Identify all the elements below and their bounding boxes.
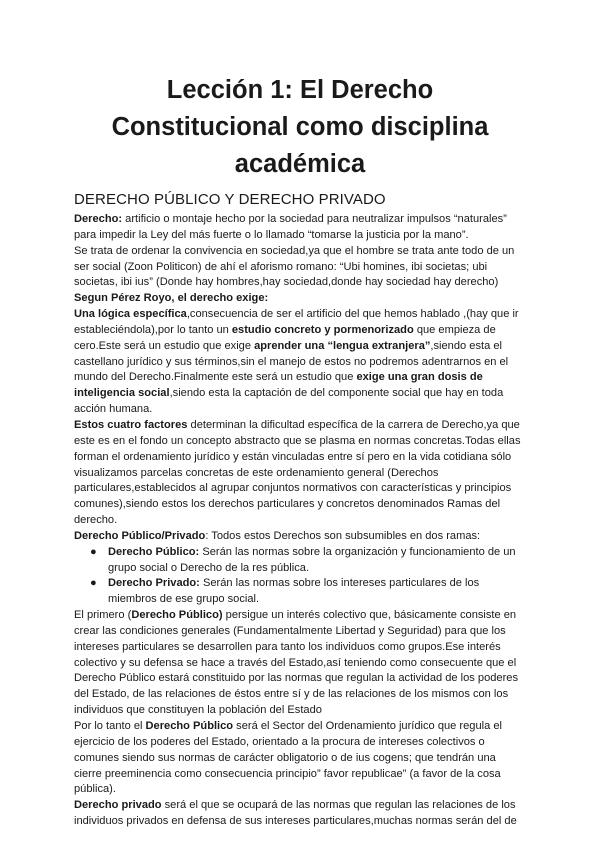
bullet-icon: ●	[90, 545, 97, 558]
bold-text: Derecho Público:	[108, 545, 200, 558]
body-text: : Todos estos Derechos son subsumibles en dos ramas:	[205, 529, 481, 542]
body-text: será el Sector del Ordenamiento jurídico que regula el ejercicio de los poderes del Estado, orientado a la procura de intereses colectivos o comunes siendo sus normas de carácter obligatorio o de ius cogens; que tendrán una cierre preeminencia como consecuencia principio” favor republicae” (a favor de la cosa pública).	[74, 720, 502, 796]
bullet-icon: ●	[90, 577, 97, 590]
body-text: determinan la dificultad específica de la carrera de Derecho,ya que este es en el fondo un concepto abstracto que se plasma en normas concretas.Todas ellas forman el ordenamiento jurídico y están vinculadas entre sí pero en la vida cotidiana sólo visualizamos parcelas concretas de este ordenamiento general (Derechos particulares,establecidos al agrupar conjuntos normativos con características y principios comunes),siendo estos los derechos particulares y concretos denominados Ramas del derecho.	[74, 418, 521, 527]
paragraph-derecho-definition	[74, 212, 526, 244]
paragraph-cuatro-factores	[74, 418, 526, 529]
body-text: ,siendo esta el castellano jurídico y sus términos,sin el manejo de estos no podremos adentrarnos en el mundo del Derecho.Finalmente este será un estudio que	[74, 339, 509, 384]
page-title	[40, 72, 560, 183]
body-text: ,siendo esta la captación de del componente social que hay en toda acción humana.	[74, 387, 504, 416]
body-text: será el que se ocupará de las normas que regulan las relaciones de los individuos privados en defensa de sus intereses particulares,muchas normas serán del de	[74, 799, 517, 828]
bullet-list	[74, 545, 526, 608]
paragraph-perez-royo	[74, 291, 526, 307]
bold-text: Una lógica específica	[74, 308, 187, 321]
body-text: Por lo tanto el	[74, 720, 146, 732]
bold-text: Estos cuatro factores	[74, 418, 188, 431]
paragraph-convivencia: Se trata de ordenar la convivencia en sociedad,ya que el hombre se trata ante todo de un ser social (Zoon Politicon) de ahí el aforismo romano: “Ubi homines, ibi societas; ubi societas, ibi ius” (Donde hay hombres,hay sociedad,donde hay sociedad hay derecho)	[74, 244, 515, 289]
body-text: Serán las normas sobre la organización y funcionamiento de un grupo social o Derecho de la res pública.	[108, 545, 516, 574]
list-item	[90, 545, 526, 577]
body-text: ,consecuencia de ser el artificio del que hemos hablado ,(hay que ir estableciéndola),por lo tanto un	[74, 308, 519, 336]
bold-text: Derecho privado	[74, 799, 162, 812]
paragraph-publico-privado	[74, 529, 526, 545]
bold-text: Derecho:	[74, 213, 123, 225]
list-item	[90, 576, 526, 608]
bold-text: Derecho Público)	[131, 609, 223, 622]
body-text: El primero (	[74, 609, 132, 622]
title-line-3: académica	[234, 150, 366, 178]
paragraph-logica-especifica	[74, 307, 526, 418]
body-text: artificio o montaje hecho por la sociedad para neutralizar impulsos “naturales” para impedir la Ley del más fuerte o lo llamado “tomarse la justicia por la mano”.	[74, 213, 507, 241]
bold-text: Derecho Privado:	[108, 577, 200, 590]
body-text: que empieza de cero.Este será un estudio que exige	[74, 323, 496, 352]
paragraph-el-primero	[74, 608, 526, 719]
section-heading: DERECHO PÚBLICO Y DERECHO PRIVADO	[74, 191, 386, 208]
title-line-2: Constitucional como disciplina	[111, 113, 489, 141]
bold-text: aprender una “lengua extranjera”	[254, 339, 431, 352]
body-text: persigue un interés colectivo que, básicamente consiste en crear las condiciones generales (Fundamentalmente Libertad y Seguridad) para que los intereses particulares se desarrollen para tanto los individuos como grupos.Ese interés colectivo y su defensa se hace a través del Estado,así teniendo como consecuente que el Derecho Público estará constituido por las normas que regulan la actividad de los poderes del Estado, de las relaciones de éstos entre sí y de las relaciones de los mismos con los individuos que constituyen la población del Estado	[74, 609, 519, 717]
title-line-1: Lección 1: El Derecho	[166, 76, 434, 104]
body-text: Serán las normas sobre los intereses particulares de los miembros de ese grupo social.	[108, 577, 480, 606]
paragraph-derecho-privado	[74, 798, 526, 830]
bold-text: estudio concreto y pormenorizado	[231, 323, 414, 336]
bold-text: exige una gran dosis de inteligencia social	[74, 371, 483, 400]
document-body	[74, 212, 526, 830]
bold-text: Derecho Público	[145, 720, 234, 732]
bold-text: Derecho Público/Privado	[74, 529, 206, 542]
paragraph-por-lo-tanto	[74, 719, 526, 798]
bold-text: Segun Pérez Royo, el derecho exige:	[74, 292, 269, 305]
